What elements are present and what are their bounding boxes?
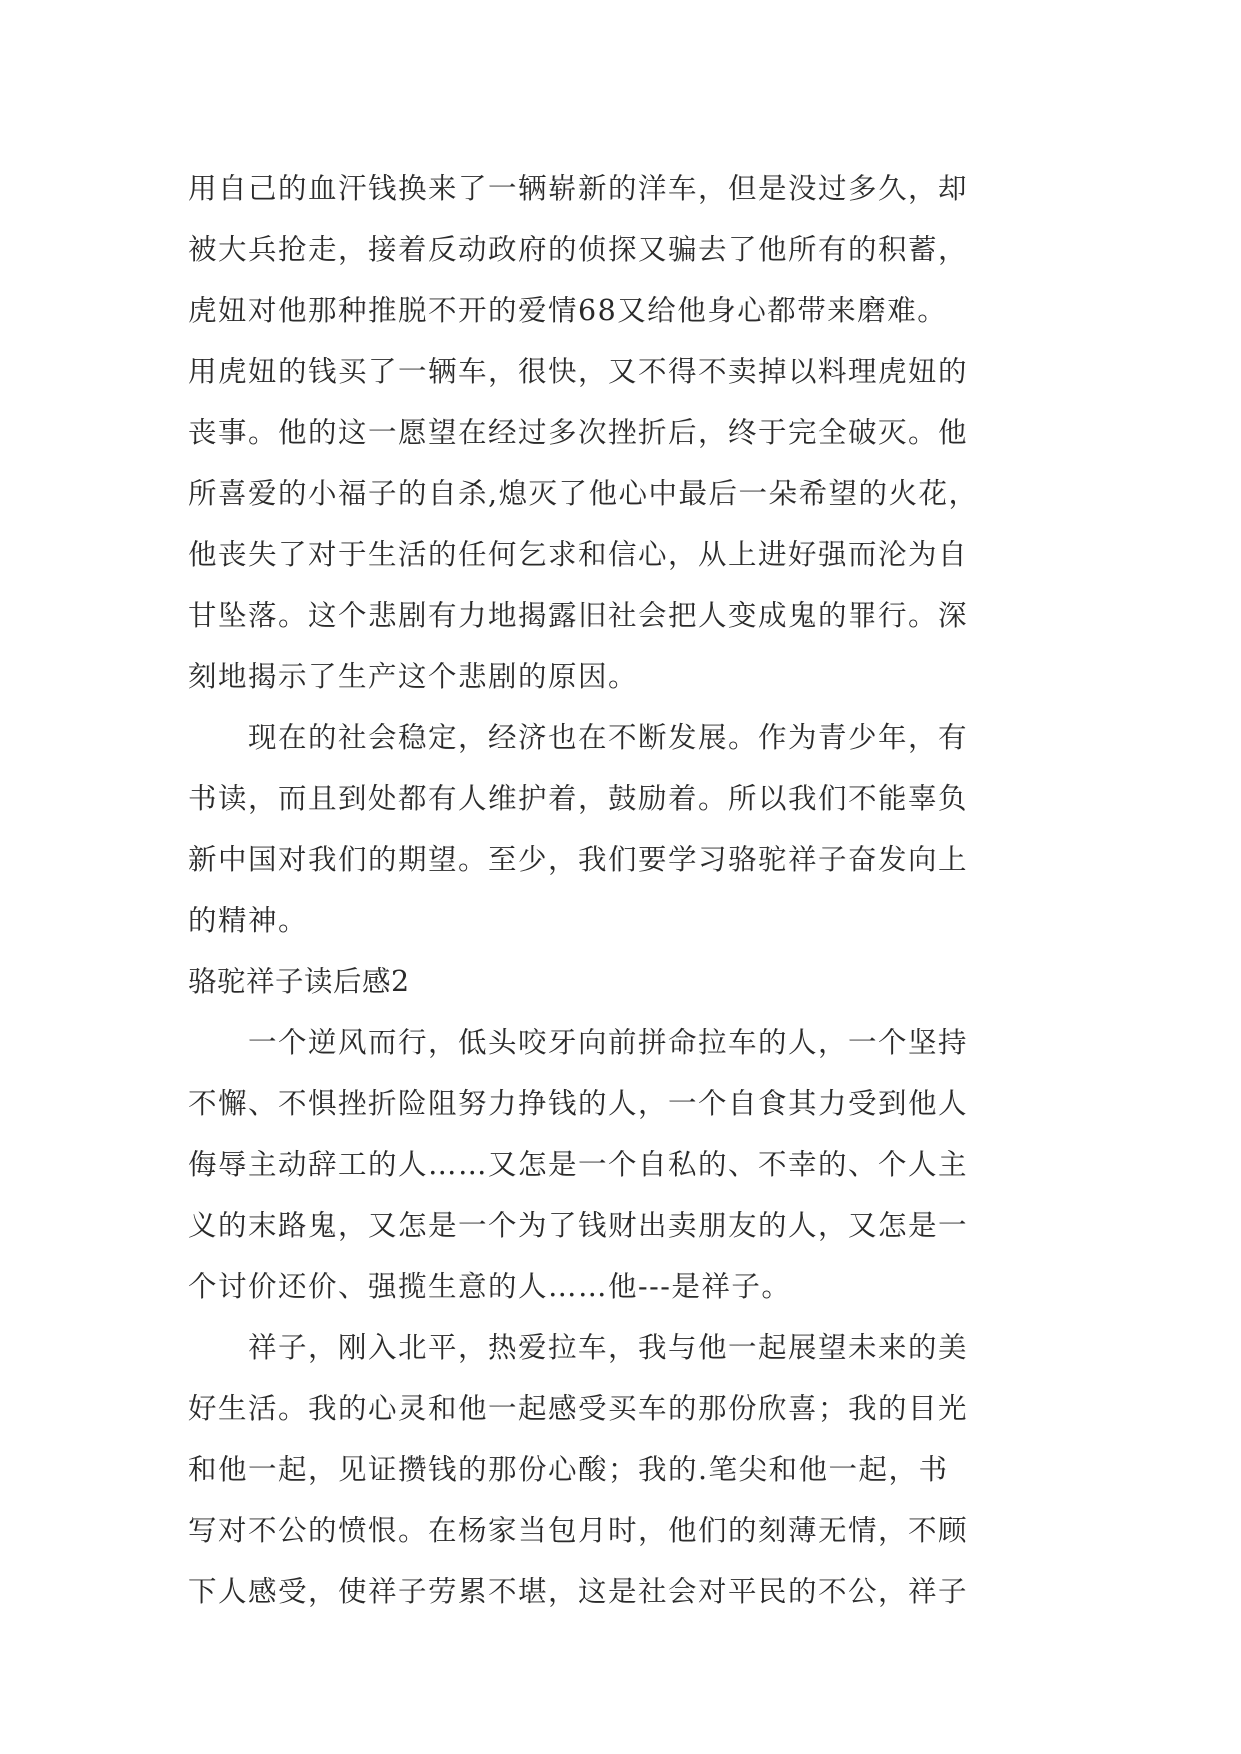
text-line: 虎妞对他那种推脱不开的爱情68又给他身心都带来磨难。 xyxy=(188,294,948,327)
text-line: 用虎妞的钱买了一辆车，很快，又不得不卖掉以料理虎妞的 xyxy=(188,355,969,388)
text-line: 丧事。他的这一愿望在经过多次挫折后，终于完全破灭。他 xyxy=(188,416,969,449)
paragraph-continuation xyxy=(188,158,1068,707)
text-line: 祥子，刚入北平，热爱拉车，我与他一起展望未来的美 xyxy=(188,1331,969,1364)
text-line: 和他一起，见证攒钱的那份心酸；我的.笔尖和他一起，书 xyxy=(188,1453,949,1486)
paragraph-2 xyxy=(188,707,1068,951)
text-line: 一个逆风而行，低头咬牙向前拼命拉车的人，一个坚持 xyxy=(188,1026,969,1059)
section-title: 骆驼祥子读后感2 xyxy=(188,965,410,998)
paragraph-3 xyxy=(188,1012,1068,1317)
text-line: 好生活。我的心灵和他一起感受买车的那份欣喜；我的目光 xyxy=(188,1392,969,1425)
text-line: 所喜爱的小福子的自杀,熄灭了他心中最后一朵希望的火花， xyxy=(188,477,979,510)
text-line: 甘坠落。这个悲剧有力地揭露旧社会把人变成鬼的罪行。深 xyxy=(188,599,969,632)
text-line: 的精神。 xyxy=(188,904,309,937)
paragraph-4 xyxy=(188,1317,1068,1622)
text-line: 用自己的血汗钱换来了一辆崭新的洋车，但是没过多久，却 xyxy=(188,172,969,205)
text-line: 写对不公的愤恨。在杨家当包月时，他们的刻薄无情，不顾 xyxy=(188,1514,969,1547)
text-line: 被大兵抢走，接着反动政府的侦探又骗去了他所有的积蓄， xyxy=(188,233,969,266)
text-line: 他丧失了对于生活的任何乞求和信心，从上进好强而沦为自 xyxy=(188,538,969,571)
text-line: 不懈、不惧挫折险阻努力挣钱的人，一个自食其力受到他人 xyxy=(188,1087,969,1120)
text-line: 侮辱主动辞工的人……又怎是一个自私的、不幸的、个人主 xyxy=(188,1148,969,1181)
text-line: 书读，而且到处都有人维护着，鼓励着。所以我们不能辜负 xyxy=(188,782,969,815)
text-line: 现在的社会稳定，经济也在不断发展。作为青少年，有 xyxy=(188,721,969,754)
text-line: 刻地揭示了生产这个悲剧的原因。 xyxy=(188,660,639,693)
text-line: 新中国对我们的期望。至少，我们要学习骆驼祥子奋发向上 xyxy=(188,843,969,876)
text-line: 义的末路鬼，又怎是一个为了钱财出卖朋友的人，又怎是一 xyxy=(188,1209,969,1242)
document-body xyxy=(188,158,1068,1622)
text-line: 下人感受，使祥子劳累不堪，这是社会对平民的不公，祥子 xyxy=(188,1575,969,1608)
text-line: 个讨价还价、强揽生意的人……他---是祥子。 xyxy=(188,1270,792,1303)
